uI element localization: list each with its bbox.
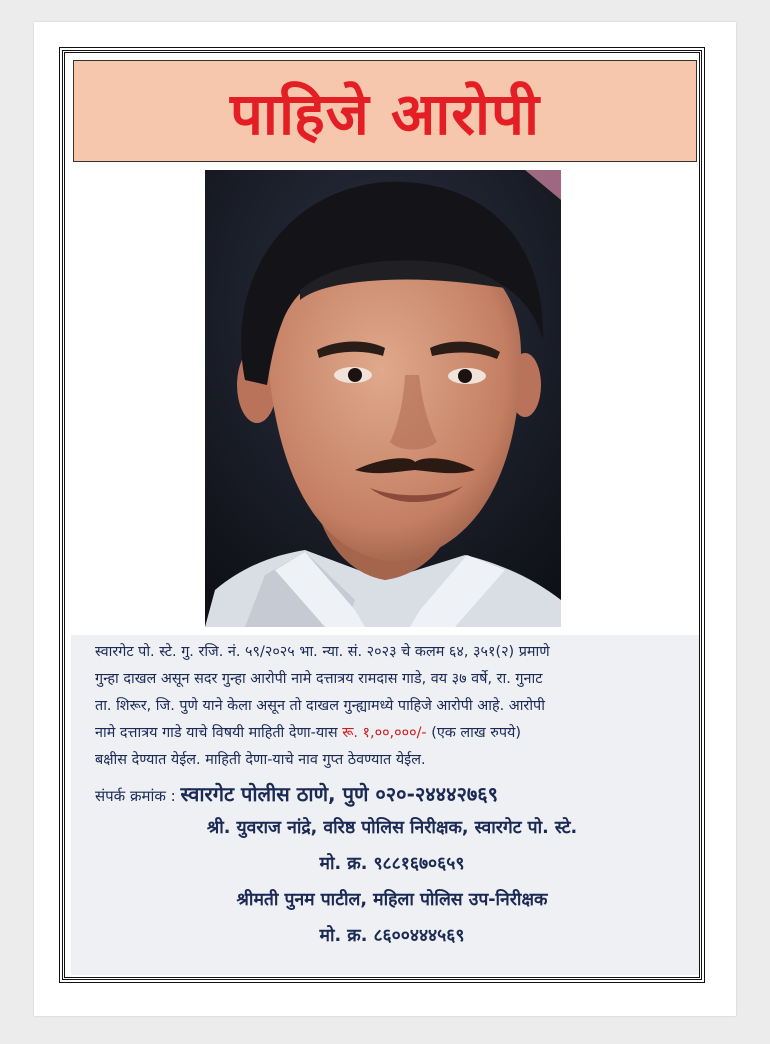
notice-line-4-start: नामे दत्तात्रय गाडे याचे विषयी माहिती देणा-यास: [95, 725, 343, 741]
title-banner: [73, 60, 697, 162]
notice-line-4: [95, 720, 689, 747]
officer-1-name: श्री. युवराज नांद्रे, वरिष्ठ पोलिस निरीक्षक, स्वारगेट पो. स्टे.: [206, 818, 578, 838]
reward-amount: रू. १,००,०००/-: [342, 725, 427, 741]
notice-line-3: ता. शिरूर, जि. पुणे याने केला असून तो दाखल गुन्ह्यामध्ये पाहिजे आरोपी आहे. आरोपी: [95, 698, 545, 714]
notice-paragraph: [95, 639, 689, 774]
officer-1-phone: मो. क्र. ९८८१६७०६५९: [319, 854, 465, 874]
officer-2-name: श्रीमती पुनम पाटील, महिला पोलिस उप-निरीक्षक: [236, 890, 548, 910]
suspect-photo: [205, 170, 561, 627]
notice-line-5: बक्षीस देण्यात येईल. माहिती देणा-याचे नाव गुप्त ठेवण्यात येईल.: [95, 752, 426, 768]
poster-sheet: [34, 22, 736, 1016]
notice-line-1: स्वारगेट पो. स्टे. गु. रजि. नं. ५९/२०२५ भा. न्या. सं. २०२३ चे कलम ६४, ३५१(२) प्रमाणे: [95, 644, 550, 660]
poster-title: पाहिजे आरोपी: [229, 79, 540, 148]
contact-value: स्वारगेट पोलीस ठाणे, पुणे ०२०-२४४४२७६९: [180, 782, 499, 806]
contact-line: [95, 780, 689, 810]
notice-line-2: गुन्हा दाखल असून सदर गुन्हा आरोपी नामे दत्तात्रय रामदास गाडे, वय ३७ वर्षे, रा. गुनाट: [95, 671, 543, 687]
contact-label: संपर्क क्रमांक :: [95, 787, 181, 805]
officer-2-phone: मो. क्र. ८६००४४४५६९: [319, 926, 465, 946]
poster-frame: [62, 50, 702, 980]
notice-line-4-end: (एक लाख रुपये): [426, 725, 521, 741]
notice-text-block: [71, 635, 699, 975]
suspect-portrait-icon: [205, 170, 561, 627]
